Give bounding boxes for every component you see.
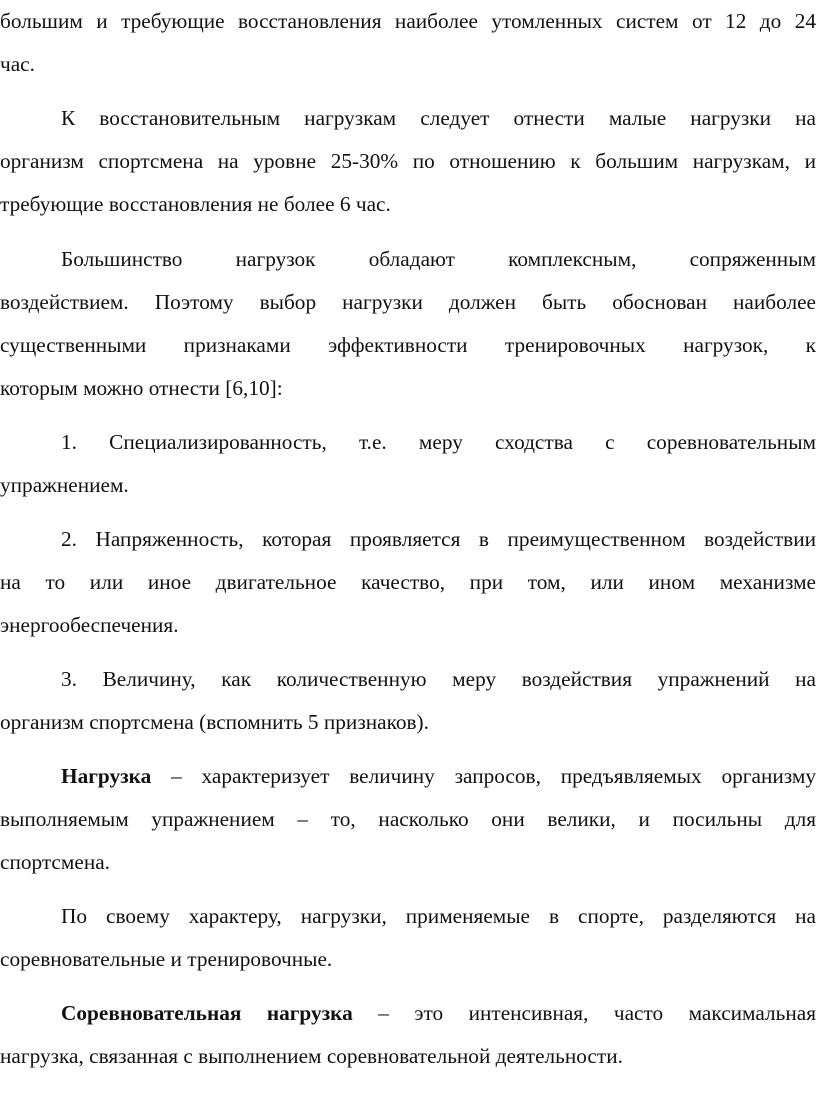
text-line: К восстановительным нагрузкам следует отнести малые нагрузки на bbox=[61, 106, 816, 130]
text-line: которым можно отнести [6,10]: bbox=[0, 376, 283, 400]
definition-competitive-load bbox=[61, 998, 816, 1028]
text-line: большим и требующие восстановления наиболее утомленных систем от 12 до 24 bbox=[0, 9, 816, 33]
text-line: спортсмена. bbox=[0, 850, 110, 874]
term-load: Нагрузка bbox=[61, 764, 152, 788]
text-line: требующие восстановления не более 6 час. bbox=[0, 192, 391, 216]
text-line: упражнением. bbox=[0, 473, 129, 497]
text-line: воздействием. Поэтому выбор нагрузки должен быть обоснован наиболее bbox=[0, 290, 816, 314]
definition-text: это интенсивная, часто максимальная bbox=[414, 1001, 816, 1025]
text-line: час. bbox=[0, 52, 35, 76]
list-item-2: 2. Напряженность, которая проявляется в преимущественном воздействии bbox=[61, 527, 816, 551]
definition-text: характеризует величину запросов, предъявляемых организму bbox=[201, 764, 816, 788]
dash: – bbox=[378, 1001, 389, 1025]
text-line: По своему характеру, нагрузки, применяемые в спорте, разделяются на bbox=[61, 904, 816, 928]
term-competitive-load: Соревновательная нагрузка bbox=[61, 1001, 353, 1025]
text-line: организм спортсмена на уровне 25-30% по отношению к большим нагрузкам, и bbox=[0, 149, 816, 173]
text-line: соревновательные и тренировочные. bbox=[0, 947, 333, 971]
text-line: организм спортсмена (вспомнить 5 признаков). bbox=[0, 710, 429, 734]
text-line: Большинство нагрузок обладают комплексным, сопряженным bbox=[61, 247, 816, 271]
text-line: энергообеспечения. bbox=[0, 613, 179, 637]
text-line: выполняемым упражнением – то, насколько они велики, и посильны для bbox=[0, 807, 816, 831]
dash: – bbox=[171, 764, 182, 788]
definition-load bbox=[61, 761, 816, 791]
list-item-1: 1. Специализированность, т.е. меру сходства с соревновательным bbox=[61, 430, 816, 454]
text-line: нагрузка, связанная с выполнением соревновательной деятельности. bbox=[0, 1044, 623, 1068]
text-line: на то или иное двигательное качество, при том, или ином механизме bbox=[0, 570, 816, 594]
list-item-3: 3. Величину, как количественную меру воздействия упражнений на bbox=[61, 667, 816, 691]
text-line: существенными признаками эффективности тренировочных нагрузок, к bbox=[0, 333, 816, 357]
